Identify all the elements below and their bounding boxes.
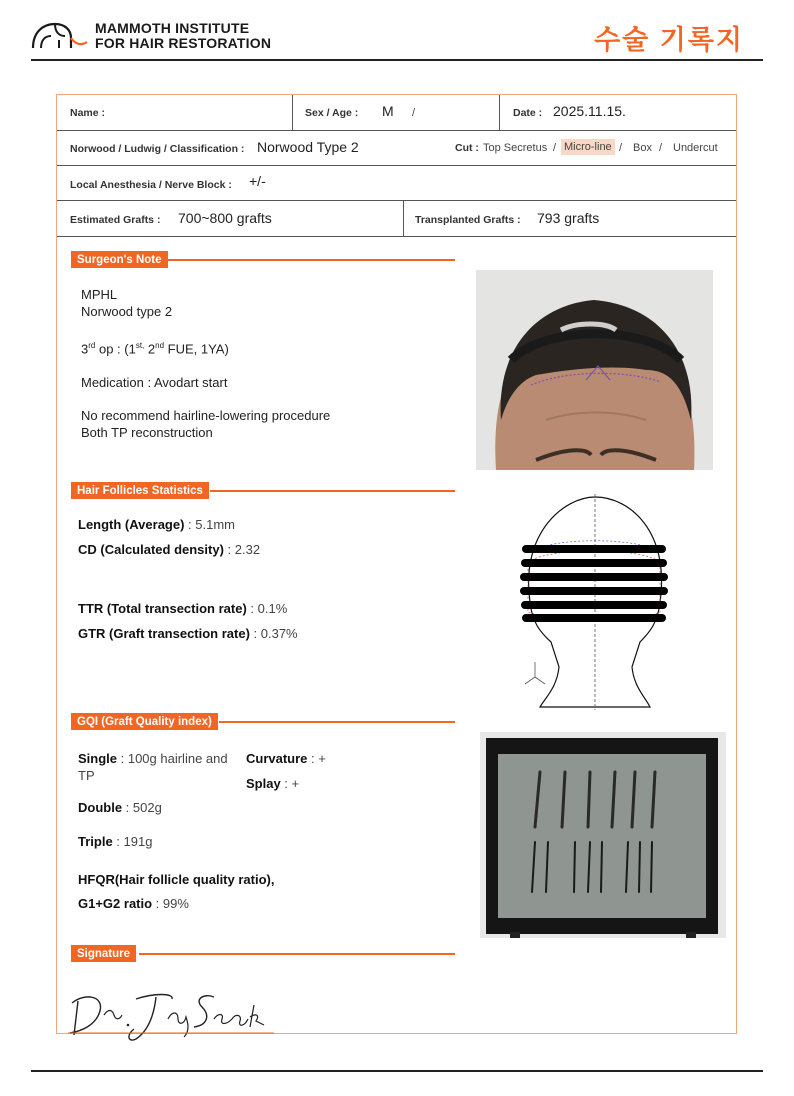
total-transection-rate: TTR (Total transection rate) : 0.1% xyxy=(78,601,288,616)
surgeons-note-heading: Surgeon's Note xyxy=(71,251,168,268)
mammoth-logo-icon xyxy=(31,20,89,50)
estimated-grafts-label: Estimated Grafts : xyxy=(70,214,161,226)
length-average: Length (Average) : 5.1mm xyxy=(78,517,235,532)
logo xyxy=(31,20,89,50)
footer-divider xyxy=(31,1070,763,1072)
cut-separator: / xyxy=(553,142,557,154)
single-grafts: Single : 100g hairline and TP xyxy=(78,751,228,783)
anesthesia-label: Local Anesthesia / Nerve Block : xyxy=(70,179,232,191)
g1-g2-ratio: G1+G2 ratio : 99% xyxy=(78,896,189,911)
anesthesia-value[interactable]: +/- xyxy=(249,173,266,189)
classification-label: Norwood / Ludwig / Classification : xyxy=(70,143,245,155)
estimated-grafts-value[interactable]: 700~800 grafts xyxy=(178,210,272,226)
transplanted-grafts-label: Transplanted Grafts : xyxy=(415,214,521,226)
section-underline xyxy=(210,490,455,492)
cut-option-top-secretus[interactable]: Top Secretus xyxy=(483,142,548,154)
date-label: Date : xyxy=(513,107,543,119)
row-anesthesia xyxy=(57,166,736,201)
splay: Splay : + xyxy=(246,776,300,791)
curvature: Curvature : + xyxy=(246,751,326,766)
header-divider xyxy=(31,59,763,61)
calculated-density: CD (Calculated density) : 2.32 xyxy=(78,542,261,557)
cut-separator: / xyxy=(619,142,623,154)
section-underline xyxy=(219,721,455,723)
transplanted-grafts-value[interactable]: 793 grafts xyxy=(537,210,600,226)
cut-option-undercut[interactable]: Undercut xyxy=(673,142,718,154)
cut-separator: / xyxy=(659,142,663,154)
hfqr-label: HFQR(Hair follicle quality ratio), xyxy=(78,872,275,887)
document-title: 수술 기록지 xyxy=(594,25,744,55)
double-grafts: Double : 502g xyxy=(78,800,162,815)
signature-heading: Signature xyxy=(71,945,136,962)
age-separator: / xyxy=(412,107,416,119)
divider xyxy=(499,95,500,130)
sex-age-label: Sex / Age : xyxy=(305,107,359,119)
cut-option-box[interactable]: Box xyxy=(633,142,652,154)
patient-hairline-photo xyxy=(476,270,713,470)
graft-transection-rate: GTR (Graft transection rate) : 0.37% xyxy=(78,626,298,641)
donor-area-head-diagram xyxy=(510,492,685,712)
divider xyxy=(292,95,293,130)
classification-value[interactable]: Norwood Type 2 xyxy=(257,139,359,155)
section-underline xyxy=(167,259,455,261)
institute-name: MAMMOTH INSTITUTE FOR HAIR RESTORATION xyxy=(95,20,272,51)
divider xyxy=(403,201,404,236)
surgeons-note-text: MPHL Norwood type 2 3rd op : ($1^{st,}$ 2nd FUE, 1YA) Medication : Avodart start No recommend hairline-lowering procedure Both TP reconstruction xyxy=(81,287,331,441)
row-grafts xyxy=(57,201,736,237)
gqi-heading: GQI (Graft Quality index) xyxy=(71,713,218,730)
row-name-sex-date xyxy=(57,95,736,131)
cut-option-micro-line[interactable]: Micro-line xyxy=(561,139,615,155)
graft-microscope-photo xyxy=(480,732,726,938)
date-value[interactable]: 2025.11.15. xyxy=(553,103,626,119)
row-classification xyxy=(57,131,736,166)
sex-value[interactable]: M xyxy=(382,103,394,119)
hair-follicles-statistics-heading: Hair Follicles Statistics xyxy=(71,482,209,499)
surgeon-signature xyxy=(64,985,279,1045)
section-underline xyxy=(139,953,455,955)
name-label: Name : xyxy=(70,107,106,119)
cut-label: Cut : xyxy=(455,142,479,154)
triple-grafts: Triple : 191g xyxy=(78,834,153,849)
